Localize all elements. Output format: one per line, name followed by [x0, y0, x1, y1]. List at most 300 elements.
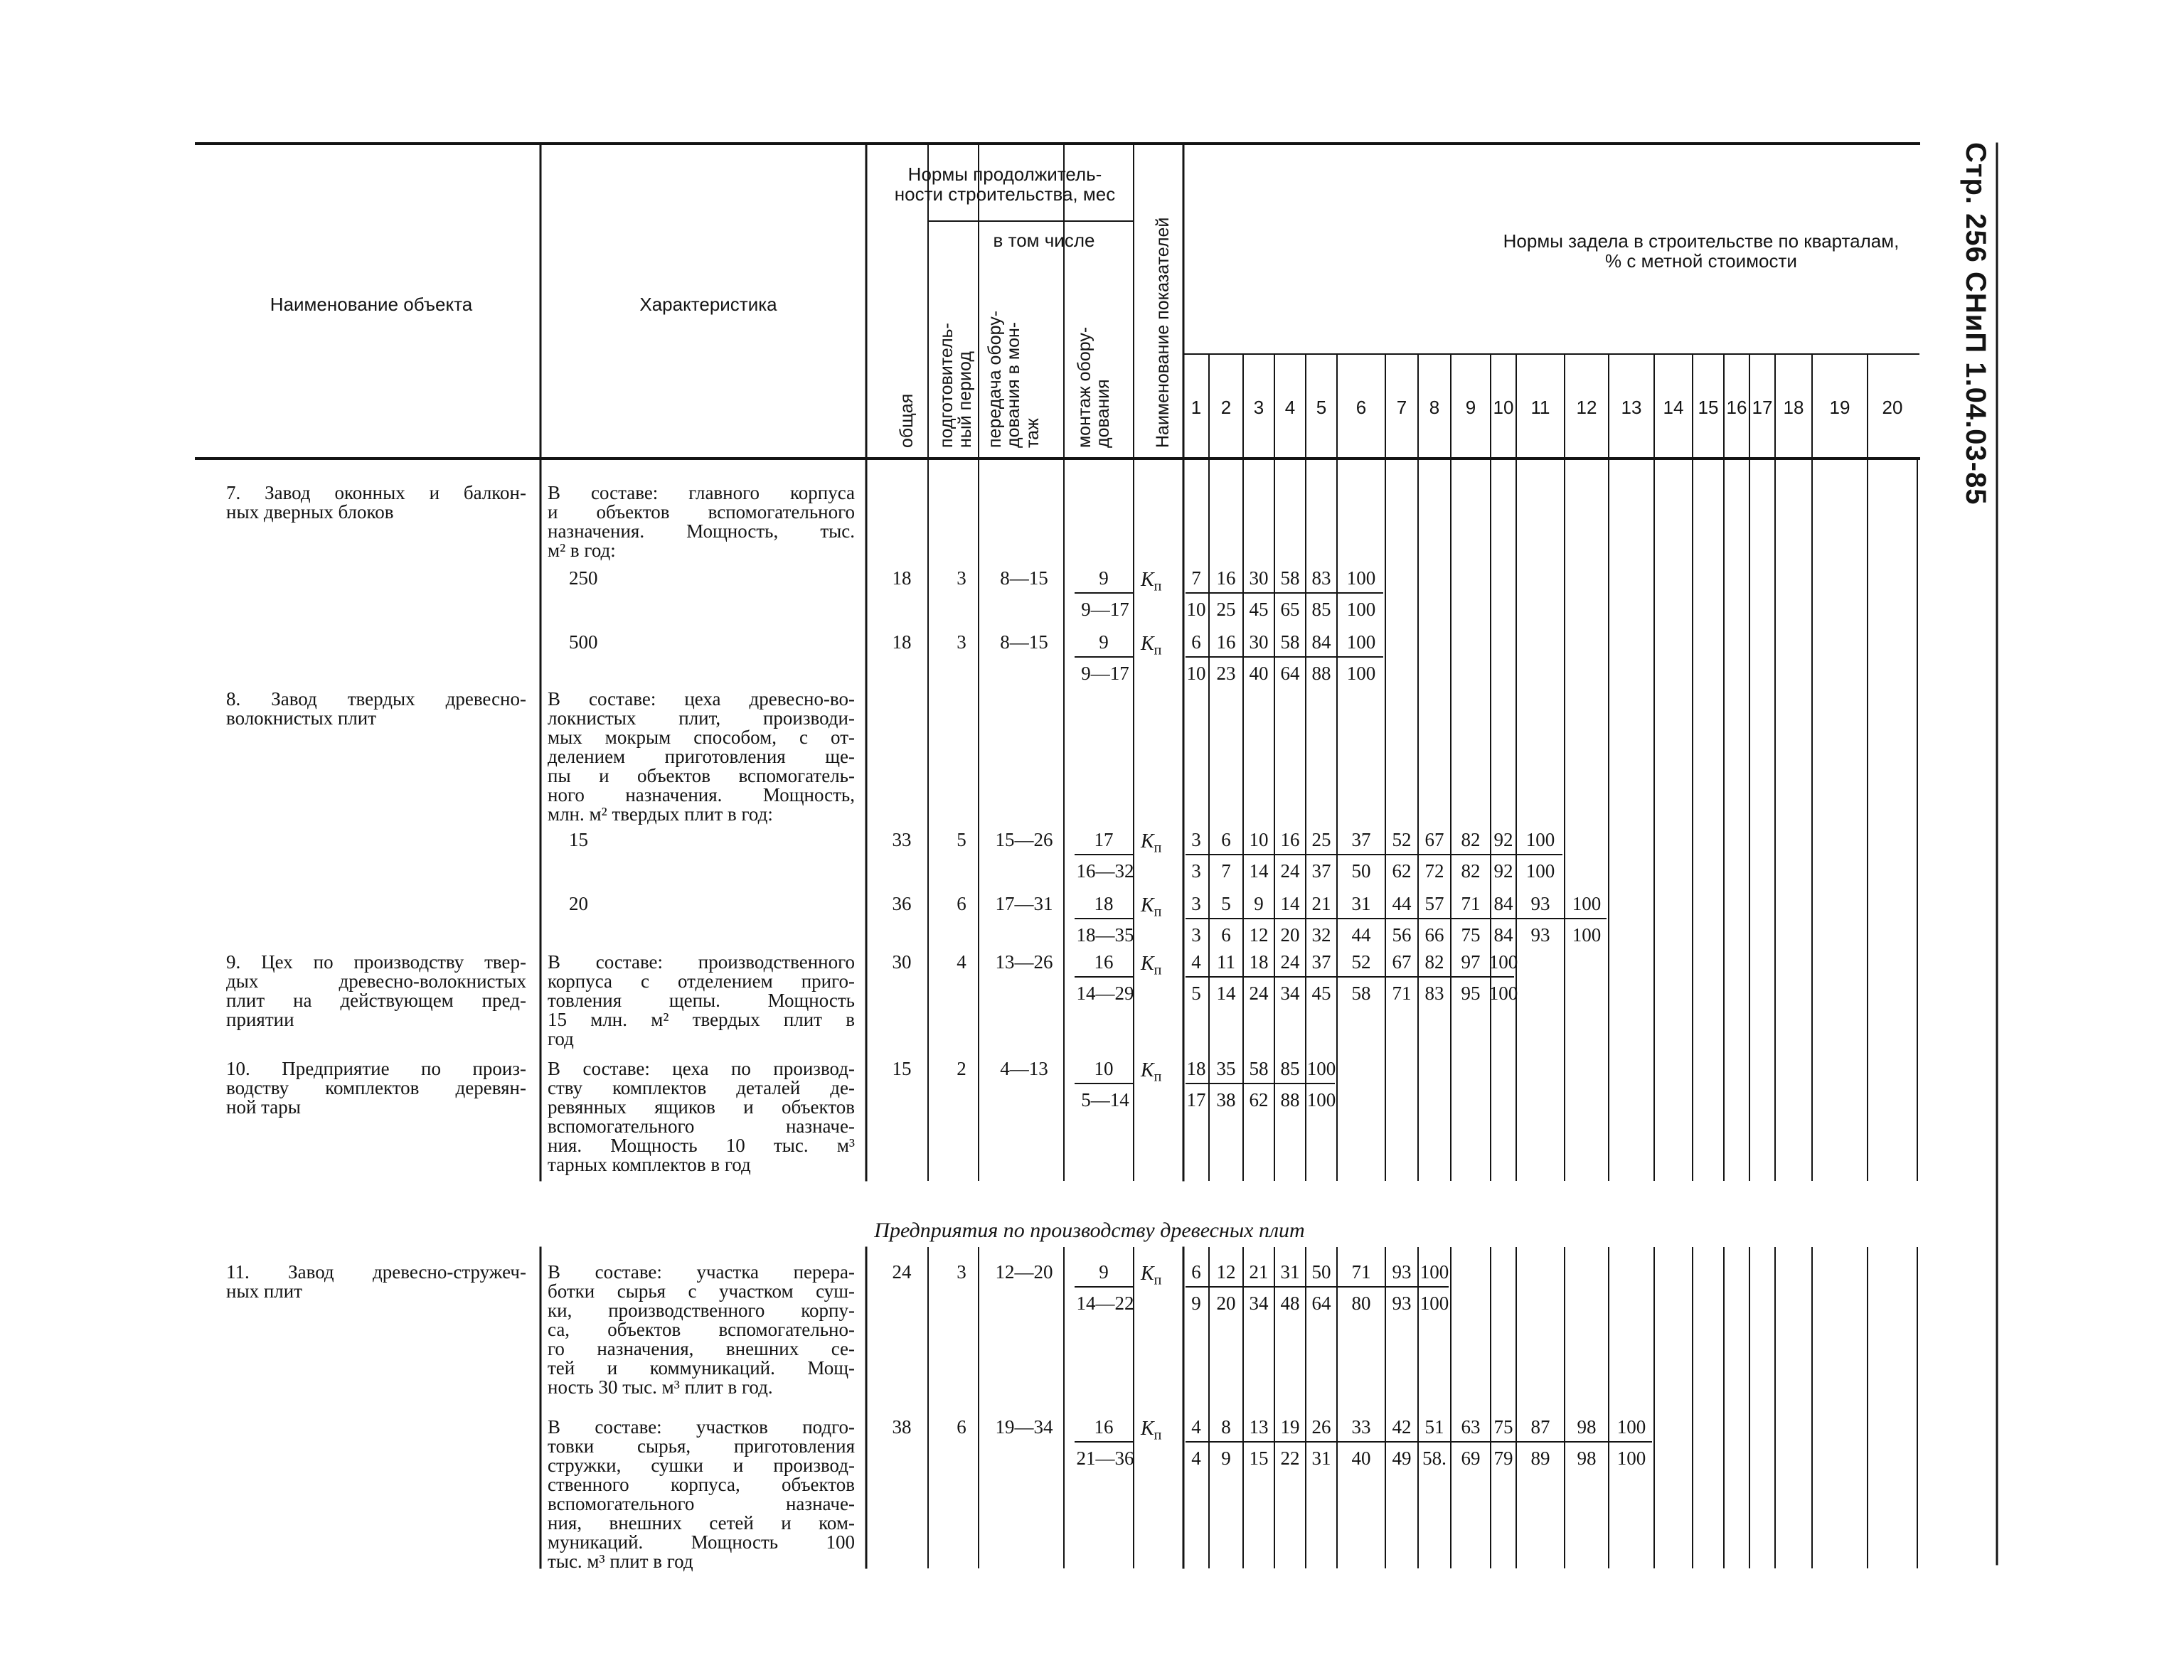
q-bottom-value: 100: [1616, 1448, 1646, 1469]
quarter-header-15: 15: [1698, 397, 1719, 418]
q-top-value: 100: [1306, 1058, 1336, 1079]
characteristic: [548, 1418, 855, 1571]
q-bottom-value: 45: [1311, 983, 1331, 1004]
characteristic-line: корпуса с отделением приго-: [548, 970, 855, 992]
q-bottom-value: 6: [1221, 924, 1231, 946]
q-top-value: 4: [1191, 951, 1201, 973]
q-top-value: 35: [1216, 1058, 1236, 1079]
section-title: Предприятия по производству древесных плит: [874, 1219, 1305, 1242]
q-bottom-value: 49: [1392, 1448, 1412, 1469]
q-bottom-value: 3: [1191, 924, 1201, 946]
q-bottom-value: 9: [1221, 1448, 1231, 1469]
q-bottom-value: 56: [1392, 924, 1412, 946]
q-bottom-value: 37: [1311, 860, 1331, 882]
q-top-value: 92: [1493, 829, 1513, 850]
install-bottom: 16—32: [1076, 860, 1134, 882]
characteristic-line: тарных комплектов в год: [548, 1154, 751, 1175]
q-bottom-value: 7: [1221, 860, 1231, 882]
q-top-value: 51: [1424, 1416, 1444, 1438]
q-top-value: 16: [1280, 829, 1300, 850]
q-top-value: 71: [1461, 893, 1481, 914]
characteristic-line: В составе: главного корпуса: [548, 482, 855, 503]
quarter-header-3: 3: [1253, 397, 1264, 418]
q-top-value: 31: [1351, 893, 1371, 914]
q-top-value: 52: [1392, 829, 1412, 850]
indicator-subscript: п: [1154, 1272, 1162, 1288]
indicator-subscript: п: [1154, 1427, 1162, 1443]
equipment-handover: 12—20: [995, 1261, 1053, 1283]
header-equipment-handover-line: таж: [1022, 418, 1043, 448]
characteristic-line: ревянных ящиков и объектов: [548, 1096, 855, 1118]
install-bottom: 21—36: [1076, 1448, 1134, 1469]
characteristic-line: ность 30 тыс. м³ плит в год.: [548, 1376, 773, 1398]
q-bottom-value: 5: [1191, 983, 1201, 1004]
q-top-value: 71: [1351, 1261, 1371, 1283]
q-bottom-value: 62: [1392, 860, 1412, 882]
q-top-value: 58: [1280, 631, 1300, 653]
q-top-value: 13: [1249, 1416, 1269, 1438]
characteristic-line: пы и объектов вспомогатель-: [548, 765, 855, 786]
q-top-value: 98: [1577, 1416, 1597, 1438]
characteristic-line: В составе: участка перера-: [548, 1261, 855, 1283]
characteristic-line: товления щепы. Мощность: [548, 990, 855, 1011]
q-top-value: 31: [1280, 1261, 1300, 1283]
indicator-letter: К: [1141, 1059, 1154, 1081]
q-bottom-value: 80: [1351, 1293, 1371, 1314]
object-name: [226, 483, 526, 522]
quarter-header-8: 8: [1429, 397, 1440, 418]
indicator-letter: К: [1141, 953, 1154, 975]
q-bottom-value: 40: [1351, 1448, 1371, 1469]
quarter-header-17: 17: [1752, 397, 1773, 418]
characteristic-line: ству комплектов деталей де-: [548, 1077, 855, 1098]
install-top: 9: [1099, 1261, 1109, 1283]
q-top-value: 58: [1280, 567, 1300, 589]
characteristic-line: В составе: производственного: [548, 951, 855, 973]
characteristic-line: са, объектов вспомогательно-: [548, 1319, 855, 1340]
indicator-kp: [1141, 954, 1161, 978]
install-bottom: 14—29: [1076, 983, 1134, 1004]
indicator-letter: К: [1141, 633, 1154, 655]
q-bottom-value: 83: [1424, 983, 1444, 1004]
q-bottom-value: 44: [1351, 924, 1371, 946]
quarter-header-18: 18: [1783, 397, 1804, 418]
header-equipment-handover-line: передача обору-: [985, 310, 1005, 448]
q-bottom-value: 93: [1530, 924, 1550, 946]
q-bottom-value: 71: [1392, 983, 1412, 1004]
characteristic-line: локнистых плит, производи-: [548, 707, 855, 729]
q-bottom-value: 45: [1249, 599, 1269, 620]
q-top-value: 7: [1191, 567, 1201, 589]
q-bottom-value: 14: [1216, 983, 1236, 1004]
q-top-value: 6: [1191, 631, 1201, 653]
header-duration-norms: Нормы продолжитель-: [907, 164, 1102, 185]
q-bottom-value: 38: [1216, 1089, 1236, 1111]
header-equipment-install-line: монтаж обору-: [1075, 326, 1094, 448]
characteristic-line: го назначения, внешних се-: [548, 1338, 855, 1359]
indicator-kp: [1141, 570, 1161, 594]
install-top: 9: [1099, 631, 1109, 653]
q-bottom-value: 100: [1525, 860, 1555, 882]
q-top-value: 4: [1191, 1416, 1201, 1438]
q-top-value: 33: [1351, 1416, 1371, 1438]
q-bottom-value: 65: [1280, 599, 1300, 620]
characteristic-line: тей и коммуникаций. Мощ-: [548, 1357, 855, 1379]
q-top-value: 42: [1392, 1416, 1412, 1438]
characteristic-line: ного назначения. Мощность,: [548, 784, 855, 806]
prep-period: 4: [957, 951, 966, 973]
header-duration-norms: ности строительства, мес: [894, 183, 1116, 205]
q-top-value: 26: [1311, 1416, 1331, 1438]
running-title: Стр. 256 СНиП 1.04.03-85: [1960, 142, 1991, 505]
q-bottom-value: 48: [1280, 1293, 1300, 1314]
indicator-subscript: п: [1154, 642, 1162, 658]
quarter-header-19: 19: [1829, 397, 1850, 418]
q-bottom-value: 89: [1530, 1448, 1550, 1469]
prep-period: 3: [957, 1261, 966, 1283]
capacity: 20: [569, 893, 588, 914]
header-equipment-install: [1075, 327, 1113, 448]
characteristic: [548, 1059, 855, 1175]
q-bottom-value: 69: [1461, 1448, 1481, 1469]
install-top: 16: [1094, 1416, 1114, 1438]
characteristic-line: млн. м² твердых плит в год:: [548, 803, 773, 825]
total-duration: 38: [892, 1416, 912, 1438]
prep-period: 3: [957, 631, 966, 653]
q-top-value: 37: [1311, 951, 1331, 973]
equipment-handover: 8—15: [1000, 567, 1048, 589]
q-top-value: 3: [1191, 893, 1201, 914]
q-bottom-value: 32: [1311, 924, 1331, 946]
q-top-value: 6: [1221, 829, 1231, 850]
object-name-line: приятии: [226, 1009, 294, 1030]
q-bottom-value: 100: [1306, 1089, 1336, 1111]
object-name-line: 7. Завод оконных и балкон-: [226, 482, 526, 503]
quarter-header-6: 6: [1355, 397, 1367, 418]
q-bottom-value: 66: [1424, 924, 1444, 946]
q-top-value: 84: [1311, 631, 1331, 653]
install-top: 16: [1094, 951, 1114, 973]
install-bottom: 14—22: [1076, 1293, 1134, 1314]
q-top-value: 100: [1419, 1261, 1449, 1283]
indicator-subscript: п: [1154, 1069, 1162, 1085]
prep-period: 6: [957, 1416, 966, 1438]
characteristic: [548, 953, 855, 1049]
characteristic-line: ния, внешних сетей и ком-: [548, 1512, 855, 1534]
q-top-value: 12: [1216, 1261, 1236, 1283]
q-top-value: 14: [1280, 893, 1300, 914]
characteristic-line: вспомогательного назначе-: [548, 1115, 855, 1137]
characteristic-line: 15 млн. м² твердых плит в: [548, 1009, 855, 1030]
quarter-header-20: 20: [1882, 397, 1903, 418]
total-duration: 30: [892, 951, 912, 973]
q-top-value: 21: [1311, 893, 1331, 914]
q-top-value: 84: [1493, 893, 1513, 914]
object-name-line: ных плит: [226, 1280, 303, 1302]
q-bottom-value: 17: [1186, 1089, 1206, 1111]
q-bottom-value: 20: [1216, 1293, 1236, 1314]
install-bottom: 9—17: [1081, 599, 1129, 620]
characteristic-line: год: [548, 1028, 574, 1049]
header-including: в том числе: [993, 230, 1095, 251]
capacity: 15: [569, 829, 588, 850]
q-top-value: 6: [1191, 1261, 1201, 1283]
object-name-line: 10. Предприятие по произ-: [226, 1058, 526, 1079]
q-bottom-value: 100: [1419, 1293, 1449, 1314]
indicator-letter: К: [1141, 894, 1154, 916]
quarter-header-12: 12: [1576, 397, 1597, 418]
q-top-value: 24: [1280, 951, 1300, 973]
q-top-value: 100: [1616, 1416, 1646, 1438]
object-name: [226, 690, 526, 728]
header-equipment-handover: [986, 311, 1042, 448]
object-name-line: ной тары: [226, 1096, 301, 1118]
q-bottom-value: 58: [1351, 983, 1371, 1004]
q-top-value: 58: [1249, 1058, 1269, 1079]
q-bottom-value: 10: [1186, 663, 1206, 684]
characteristic-line: назначения. Мощность, тыс.: [548, 520, 855, 542]
quarter-header-1: 1: [1190, 397, 1202, 418]
q-top-value: 44: [1392, 893, 1412, 914]
q-bottom-value: 84: [1493, 924, 1513, 946]
q-top-value: 97: [1461, 951, 1481, 973]
q-top-value: 63: [1461, 1416, 1481, 1438]
q-top-value: 19: [1280, 1416, 1300, 1438]
characteristic-line: стружки, сушки и производ-: [548, 1455, 855, 1476]
characteristic-line: ния. Мощность 10 тыс. м³: [548, 1135, 855, 1156]
prep-period: 3: [957, 567, 966, 589]
q-bottom-value: 88: [1280, 1089, 1300, 1111]
q-top-value: 18: [1249, 951, 1269, 973]
characteristic-line: ки, производственного корпу-: [548, 1300, 855, 1321]
q-top-value: 16: [1216, 631, 1236, 653]
prep-period: 6: [957, 893, 966, 914]
q-top-value: 100: [1488, 951, 1518, 973]
q-bottom-value: 88: [1311, 663, 1331, 684]
header-equipment-install-line: дования: [1093, 379, 1114, 448]
equipment-handover: 13—26: [995, 951, 1053, 973]
equipment-handover: 15—26: [995, 829, 1053, 850]
quarter-header-7: 7: [1396, 397, 1407, 418]
equipment-handover: 4—13: [1000, 1058, 1048, 1079]
header-equipment-handover-line: дования в мон-: [1003, 321, 1024, 448]
characteristic-line: делением приготовления ще-: [548, 746, 855, 767]
object-name-line: волокнистых плит: [226, 707, 377, 729]
object-name-line: 8. Завод твердых древесно-: [226, 688, 526, 710]
q-top-value: 10: [1249, 829, 1269, 850]
header-backlog-norms: % с метной стоимости: [1605, 250, 1797, 272]
q-bottom-value: 75: [1461, 924, 1481, 946]
equipment-handover: 19—34: [995, 1416, 1053, 1438]
q-bottom-value: 100: [1572, 924, 1602, 946]
q-top-value: 82: [1424, 951, 1444, 973]
indicator-subscript: п: [1154, 840, 1162, 856]
object-name: [226, 953, 526, 1029]
q-bottom-value: 50: [1351, 860, 1371, 882]
q-top-value: 87: [1530, 1416, 1550, 1438]
q-top-value: 100: [1525, 829, 1555, 850]
quarter-header-9: 9: [1465, 397, 1476, 418]
indicator-letter: К: [1141, 1263, 1154, 1285]
indicator-subscript: п: [1154, 578, 1162, 594]
q-bottom-value: 62: [1249, 1089, 1269, 1111]
q-bottom-value: 34: [1249, 1293, 1269, 1314]
indicator-subscript: п: [1154, 904, 1162, 920]
q-top-value: 83: [1311, 567, 1331, 589]
header-total: общая: [897, 393, 917, 448]
install-top: 9: [1099, 567, 1109, 589]
object-name-line: 9. Цех по производству твер-: [226, 951, 526, 973]
q-bottom-value: 20: [1280, 924, 1300, 946]
q-bottom-value: 58.: [1422, 1448, 1447, 1469]
q-top-value: 82: [1461, 829, 1481, 850]
header-prep-period-line: ный период: [955, 351, 976, 448]
q-top-value: 30: [1249, 567, 1269, 589]
capacity: 500: [569, 631, 598, 653]
q-bottom-value: 79: [1493, 1448, 1513, 1469]
characteristic-line: В составе: участков подго-: [548, 1416, 855, 1438]
characteristic-line: товки сырья, приготовления: [548, 1435, 855, 1457]
q-bottom-value: 12: [1249, 924, 1269, 946]
indicator-subscript: п: [1154, 962, 1162, 978]
characteristic: [548, 1263, 855, 1397]
q-top-value: 93: [1392, 1261, 1412, 1283]
q-bottom-value: 95: [1461, 983, 1481, 1004]
q-bottom-value: 34: [1280, 983, 1300, 1004]
q-top-value: 67: [1392, 951, 1412, 973]
q-bottom-value: 100: [1488, 983, 1518, 1004]
q-bottom-value: 40: [1249, 663, 1269, 684]
total-duration: 15: [892, 1058, 912, 1079]
q-top-value: 57: [1424, 893, 1444, 914]
q-bottom-value: 92: [1493, 860, 1513, 882]
q-top-value: 52: [1351, 951, 1371, 973]
quarter-header-14: 14: [1663, 397, 1684, 418]
q-bottom-value: 24: [1280, 860, 1300, 882]
install-bottom: 9—17: [1081, 663, 1129, 684]
install-bottom: 18—35: [1076, 924, 1134, 946]
q-top-value: 30: [1249, 631, 1269, 653]
q-bottom-value: 25: [1216, 599, 1236, 620]
q-top-value: 75: [1493, 1416, 1513, 1438]
q-bottom-value: 14: [1249, 860, 1269, 882]
indicator-kp: [1141, 832, 1161, 855]
characteristic-line: вспомогательного назначе-: [548, 1493, 855, 1514]
characteristic-line: м² в год:: [548, 540, 616, 561]
install-bottom: 5—14: [1081, 1089, 1129, 1111]
q-bottom-value: 100: [1346, 663, 1376, 684]
q-top-value: 11: [1217, 951, 1235, 973]
object-name-line: плит на действующем пред-: [226, 990, 526, 1011]
equipment-handover: 8—15: [1000, 631, 1048, 653]
total-duration: 33: [892, 829, 912, 850]
characteristic-line: В составе: цеха по производ-: [548, 1058, 855, 1079]
quarter-header-11: 11: [1530, 397, 1550, 418]
indicator-kp: [1141, 634, 1161, 658]
header-prep-period: [937, 323, 975, 448]
q-top-value: 67: [1424, 829, 1444, 850]
object-name-line: дых древесно-волокнистых: [226, 970, 526, 992]
prep-period: 2: [957, 1058, 966, 1079]
object-name-line: водству комплектов деревян-: [226, 1077, 526, 1098]
total-duration: 18: [892, 567, 912, 589]
install-top: 17: [1094, 829, 1114, 850]
total-duration: 36: [892, 893, 912, 914]
install-top: 10: [1094, 1058, 1114, 1079]
indicator-letter: К: [1141, 830, 1154, 852]
equipment-handover: 17—31: [995, 893, 1053, 914]
quarter-header-16: 16: [1726, 397, 1747, 418]
install-top: 18: [1094, 893, 1114, 914]
total-duration: 24: [892, 1261, 912, 1283]
prep-period: 5: [957, 829, 966, 850]
q-bottom-value: 4: [1191, 1448, 1201, 1469]
q-top-value: 3: [1191, 829, 1201, 850]
characteristic-line: муникаций. Мощность 100: [548, 1531, 855, 1553]
q-bottom-value: 98: [1577, 1448, 1597, 1469]
indicator-kp: [1141, 1419, 1161, 1443]
q-bottom-value: 9: [1191, 1293, 1201, 1314]
header-backlog-norms: Нормы задела в строительстве по кварталам,: [1503, 230, 1900, 252]
q-top-value: 25: [1311, 829, 1331, 850]
q-top-value: 16: [1216, 567, 1236, 589]
q-bottom-value: 100: [1346, 599, 1376, 620]
q-bottom-value: 85: [1311, 599, 1331, 620]
q-top-value: 100: [1572, 893, 1602, 914]
quarter-header-10: 10: [1493, 397, 1514, 418]
q-top-value: 18: [1186, 1058, 1206, 1079]
indicator-kp: [1141, 1264, 1161, 1288]
header-object-name: Наименование объекта: [270, 294, 473, 315]
q-bottom-value: 93: [1392, 1293, 1412, 1314]
header-indicator-name: Наименование показателей: [1153, 217, 1173, 448]
characteristic-line: мых мокрым способом, с от-: [548, 727, 855, 748]
characteristic-line: и объектов вспомогательного: [548, 501, 855, 523]
q-top-value: 85: [1280, 1058, 1300, 1079]
quarter-header-5: 5: [1316, 397, 1327, 418]
quarter-header-2: 2: [1220, 397, 1232, 418]
indicator-kp: [1141, 896, 1161, 919]
characteristic: [548, 690, 855, 824]
q-top-value: 100: [1346, 631, 1376, 653]
q-bottom-value: 22: [1280, 1448, 1300, 1469]
capacity: 250: [569, 567, 598, 589]
characteristic: [548, 483, 855, 560]
header-prep-period-line: подготовитель-: [937, 323, 957, 448]
object-name-line: 11. Завод древесно-стружеч-: [226, 1261, 526, 1283]
q-bottom-value: 82: [1461, 860, 1481, 882]
object-name-line: ных дверных блоков: [226, 501, 394, 523]
q-top-value: 9: [1254, 893, 1264, 914]
q-top-value: 50: [1311, 1261, 1331, 1283]
q-bottom-value: 72: [1424, 860, 1444, 882]
q-top-value: 5: [1221, 893, 1231, 914]
characteristic-line: ственного корпуса, объектов: [548, 1474, 855, 1495]
indicator-letter: К: [1141, 569, 1154, 591]
indicator-kp: [1141, 1061, 1161, 1084]
q-top-value: 21: [1249, 1261, 1269, 1283]
header-characteristic: Характеристика: [639, 294, 777, 315]
q-bottom-value: 24: [1249, 983, 1269, 1004]
indicator-letter: К: [1141, 1418, 1154, 1440]
characteristic-line: тыс. м³ плит в год: [548, 1551, 693, 1572]
q-bottom-value: 15: [1249, 1448, 1269, 1469]
q-bottom-value: 10: [1186, 599, 1206, 620]
q-top-value: 37: [1351, 829, 1371, 850]
q-bottom-value: 31: [1311, 1448, 1331, 1469]
q-top-value: 100: [1346, 567, 1376, 589]
q-bottom-value: 23: [1216, 663, 1236, 684]
